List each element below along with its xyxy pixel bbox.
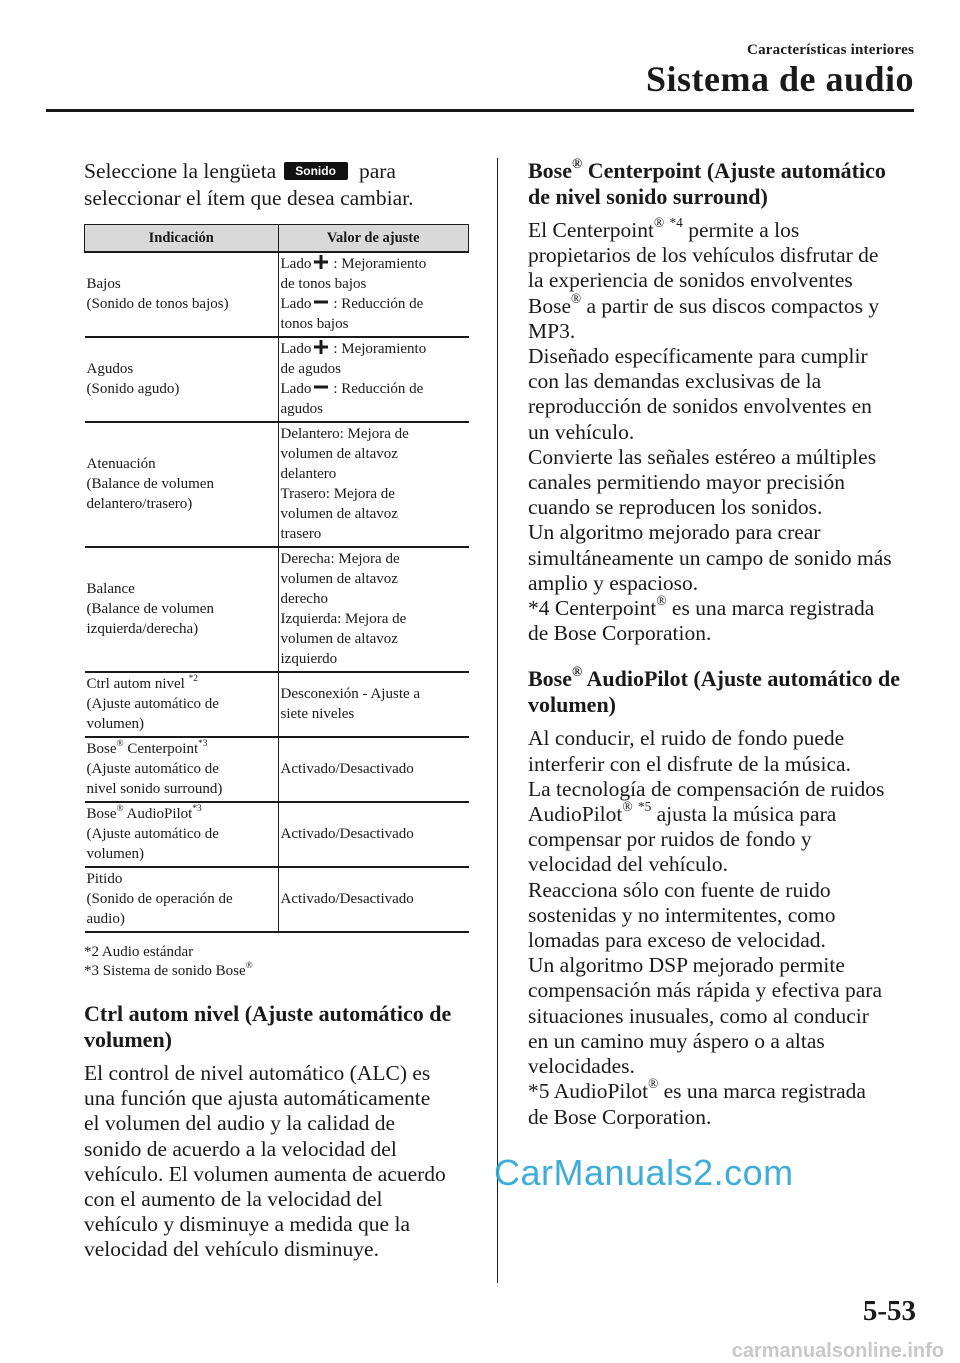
superscript-mark: ®: [654, 215, 665, 231]
text-segment: volumen): [528, 692, 616, 718]
minus-icon: [314, 295, 328, 309]
superscript-mark: ®: [656, 593, 667, 609]
indicacion-line: (Balance de volumen: [86, 476, 214, 492]
page-number: 5-53: [862, 1295, 916, 1327]
header-subtitle: Características interiores: [747, 42, 914, 58]
valor-line: [281, 609, 466, 629]
indicacion-text: Bose: [86, 741, 117, 757]
text-segment: Centerpoint (Ajuste automático: [582, 158, 886, 183]
text-segment: lomadas para exceso de velocidad.: [528, 928, 826, 953]
valor-text: Izquierda: Mejora de: [280, 611, 407, 627]
valor-text: delantero: [280, 466, 337, 482]
text-segment: Un algoritmo mejorado para crear: [528, 520, 821, 545]
valor-line: [281, 254, 466, 274]
valor-text: Activado/Desactivado: [280, 761, 414, 777]
centerpoint-heading: [528, 155, 920, 210]
paragraph-line: [528, 215, 920, 243]
table-row: [85, 802, 469, 867]
valor-cell: [278, 737, 469, 802]
valor-line: [281, 484, 466, 504]
paragraph-line: [528, 852, 920, 877]
text-segment: canales permitiendo mayor precisión: [528, 470, 846, 495]
text-segment: la experiencia de sonidos envolventes: [528, 268, 853, 293]
paragraph-line: [528, 319, 920, 344]
superscript-mark: ®: [572, 155, 583, 171]
valor-line: [281, 589, 466, 609]
indicacion-line: [87, 674, 275, 694]
paragraph-line: sonido de acuerdo a la velocidad del: [84, 1136, 397, 1161]
valor-text: Lado: [280, 341, 312, 357]
column-divider: [497, 158, 498, 1283]
indicacion-line: (Balance de volumen: [86, 601, 214, 617]
intro-text: [84, 158, 470, 212]
valor-text: : Mejoramiento: [333, 341, 427, 357]
paragraph-line: [528, 903, 920, 928]
text-segment: Bose: [528, 666, 572, 692]
paragraph-line: vehículo. El volumen aumenta de acuerdo: [84, 1161, 446, 1186]
footnote-text: *2 Audio estándar: [84, 944, 194, 960]
indicacion-cell: [85, 252, 279, 337]
text-segment: simultáneamente un campo de sonido más: [528, 545, 892, 570]
indicacion-line: audio): [86, 911, 125, 927]
indicacion-cell: [85, 547, 279, 672]
paragraph-line: con el aumento de la velocidad del: [84, 1187, 383, 1212]
valor-text: derecho: [280, 591, 328, 607]
superscript-mark: ®: [116, 804, 124, 815]
paragraph-line: [528, 878, 920, 903]
text-segment: reproducción de sonidos envolventes en: [528, 394, 872, 419]
text-segment: con las demandas exclusivas de la: [528, 369, 822, 394]
indicacion-line: [87, 739, 275, 759]
text-segment: *5 AudioPilot: [528, 1079, 649, 1104]
paragraph-line: [528, 928, 920, 953]
table-row: [85, 867, 469, 932]
valor-cell: [278, 547, 469, 672]
text-segment: es una marca registrada: [666, 596, 875, 621]
text-segment: AudioPilot: [528, 802, 623, 827]
paragraph-line: [528, 1076, 920, 1104]
indicacion-line: volumen): [86, 846, 144, 862]
watermark-logo: CarManuals2.com: [494, 1152, 794, 1193]
text-segment: Convierte las señales estéreo a múltiples: [528, 444, 877, 469]
intro-line2: seleccionar el ítem que desea cambiar.: [84, 186, 414, 210]
text-segment: situaciones inusuales, como al conducir: [528, 1003, 869, 1028]
text-segment: compensación más rápida y efectiva para: [528, 978, 882, 1003]
valor-text: Lado: [280, 296, 312, 312]
valor-text: siete niveles: [280, 706, 355, 722]
text-segment: de Bose Corporation.: [528, 621, 712, 646]
paragraph-line: [528, 1004, 920, 1029]
indicacion-cell: [85, 867, 279, 932]
valor-text: Delantero: Mejora de: [280, 426, 409, 442]
valor-cell: [278, 867, 469, 932]
minus-icon: [314, 380, 328, 394]
indicacion-line: izquierda/derecha): [86, 621, 199, 637]
paragraph-line: [528, 726, 920, 751]
text-segment: Al conducir, el ruido de fondo puede: [528, 726, 845, 751]
heading-line: [528, 666, 920, 692]
paragraph-line: [528, 752, 920, 777]
page-title: Sistema de audio: [645, 59, 914, 99]
indicacion-line: Pitido: [86, 871, 123, 887]
alc-paragraph: [84, 1061, 470, 1263]
table-row: [85, 737, 469, 802]
text-segment: sostenidas y no intermitentes, como: [528, 902, 836, 927]
paragraph-line: [528, 571, 920, 596]
table-row: [85, 337, 469, 422]
valor-text: de agudos: [280, 361, 341, 377]
text-segment: de nivel sonido surround): [528, 184, 768, 209]
valor-text: Desconexión - Ajuste a: [280, 686, 421, 702]
table-header-indicacion: Indicación: [85, 225, 279, 253]
valor-line: [281, 649, 466, 669]
paragraph-line: el volumen del audio y la calidad de: [84, 1111, 396, 1136]
valor-cell: [278, 252, 469, 337]
valor-line: [281, 889, 466, 909]
footnote-text: *3 Sistema de sonido Bose: [84, 963, 246, 979]
indicacion-line: volumen): [86, 716, 144, 732]
indicacion-line: (Ajuste automático de: [86, 696, 219, 712]
paragraph-line: [528, 369, 920, 394]
valor-text: tonos bajos: [280, 316, 349, 332]
plus-icon: [314, 255, 328, 269]
valor-cell: [278, 422, 469, 547]
valor-text: volumen de altavoz: [280, 446, 398, 462]
table-row: [85, 547, 469, 672]
audiopilot-paragraph: [528, 726, 920, 1129]
paragraph-line: [528, 344, 920, 369]
valor-text: izquierdo: [280, 651, 338, 667]
valor-line: [281, 824, 466, 844]
sonido-tab-badge: Sonido: [284, 162, 348, 180]
valor-text: : Reducción de: [333, 296, 424, 312]
indicacion-text: Ctrl autom nivel: [86, 676, 189, 692]
indicacion-line: delantero/trasero): [86, 496, 193, 512]
paragraph-line: vehículo y disminuye a medida que la: [84, 1212, 410, 1237]
table-row: [85, 422, 469, 547]
superscript-mark: *2: [188, 674, 198, 685]
text-segment: cuando se reproducen los sonidos.: [528, 495, 823, 520]
indicacion-line: (Ajuste automático de: [86, 826, 219, 842]
paragraph-line: [528, 1105, 920, 1130]
valor-line: [281, 294, 466, 314]
table-header-valor: Valor de ajuste: [278, 225, 469, 253]
text-segment: Diseñado específicamente para cumplir: [528, 344, 868, 369]
valor-cell: [278, 337, 469, 422]
valor-line: [281, 359, 466, 379]
superscript-mark: ®: [571, 290, 582, 306]
text-segment: de Bose Corporation.: [528, 1104, 712, 1129]
indicacion-text: AudioPilot: [123, 806, 193, 822]
footnotes: [84, 943, 470, 981]
paragraph-line: [528, 243, 920, 268]
indicacion-line: (Sonido de tonos bajos): [86, 296, 229, 312]
paragraph-line: [528, 799, 920, 827]
text-segment: Bose: [528, 158, 572, 183]
right-column: [528, 155, 920, 1130]
superscript-mark: *4: [669, 215, 683, 231]
paragraph-line: [528, 420, 920, 445]
text-segment: a partir de sus discos compactos y: [581, 293, 880, 318]
text-segment: velocidad del vehículo.: [528, 852, 728, 877]
indicacion-cell: [85, 802, 279, 867]
valor-line: [281, 274, 466, 294]
paragraph-line: [528, 546, 920, 571]
table-row: [85, 252, 469, 337]
text-segment: interferir con el disfrute de la música.: [528, 751, 851, 776]
text-segment: velocidades.: [528, 1054, 635, 1079]
valor-text: : Reducción de: [333, 381, 424, 397]
indicacion-line: Bajos: [86, 276, 121, 292]
superscript-mark: ®: [622, 799, 633, 815]
indicacion-line: (Sonido agudo): [86, 381, 180, 397]
text-segment: *4 Centerpoint: [528, 596, 657, 621]
heading-line: [528, 184, 920, 210]
intro-after: para: [358, 159, 396, 183]
superscript-mark: *5: [637, 799, 652, 815]
valor-line: [281, 549, 466, 569]
valor-line: [281, 464, 466, 484]
table-row: [85, 672, 469, 737]
indicacion-line: Atenuación: [86, 456, 156, 472]
valor-line: [281, 444, 466, 464]
text-segment: compensar por ruidos de fondo y: [528, 827, 812, 852]
audiopilot-heading: [528, 666, 920, 718]
valor-line: [281, 569, 466, 589]
text-segment: La tecnología de compensación de ruidos: [528, 776, 885, 801]
indicacion-line: Balance: [86, 581, 135, 597]
indicacion-line: (Sonido de operación de: [86, 891, 233, 907]
alc-heading: Ctrl autom nivel (Ajuste automático de volumen): [84, 1001, 452, 1052]
intro-before: Seleccione la lengüeta: [84, 159, 277, 183]
paragraph-line: [528, 1054, 920, 1079]
text-segment: Bose: [528, 293, 571, 318]
text-segment: amplio y espacioso.: [528, 570, 699, 595]
text-segment: es una marca registrada: [658, 1079, 866, 1104]
paragraph-line: [528, 978, 920, 1003]
paragraph-line: una función que ajusta automáticamente: [84, 1086, 431, 1111]
text-segment: El Centerpoint: [528, 218, 654, 242]
valor-line: [281, 759, 466, 779]
settings-table: [84, 224, 469, 933]
paragraph-line: El control de nivel automático (ALC) es: [84, 1061, 431, 1085]
valor-line: [281, 504, 466, 524]
paragraph-line: [528, 777, 920, 802]
indicacion-cell: [85, 337, 279, 422]
paragraph-line: [528, 520, 920, 545]
indicacion-line: [87, 804, 275, 824]
paragraph-line: [528, 827, 920, 852]
valor-cell: [278, 802, 469, 867]
text-segment: Reacciona sólo con fuente de ruido: [528, 877, 831, 902]
heading-line: [528, 155, 920, 184]
footnote-line: [84, 943, 470, 962]
text-segment: MP3.: [528, 318, 576, 343]
site-watermark: carmanualsonline.info: [731, 1340, 944, 1362]
left-column: [84, 158, 470, 1263]
paragraph-line: [528, 290, 920, 319]
text-segment: permite a los: [682, 218, 800, 242]
plus-icon: [314, 340, 328, 354]
indicacion-text: Centerpoint: [123, 741, 199, 757]
footnote-ref: *3: [192, 804, 202, 815]
valor-line: [281, 379, 466, 399]
text-segment: un vehículo.: [528, 419, 635, 444]
paragraph-line: [528, 593, 920, 621]
paragraph-line: [528, 394, 920, 419]
indicacion-text: Bose: [86, 806, 117, 822]
superscript-mark: ®: [116, 739, 124, 750]
indicacion-line: Agudos: [86, 361, 134, 377]
valor-line: [281, 684, 466, 704]
valor-text: Lado: [280, 381, 312, 397]
text-segment: ajusta la música para: [651, 802, 837, 827]
superscript-mark: ®: [572, 664, 583, 680]
valor-text: : Mejoramiento: [333, 256, 427, 272]
text-segment: propietarios de los vehículos disfrutar de: [528, 243, 879, 268]
superscript-mark: ®: [245, 961, 253, 972]
text-segment: en un camino muy áspero o a altas: [528, 1028, 825, 1053]
superscript-mark: ®: [648, 1076, 659, 1092]
valor-text: agudos: [280, 401, 323, 417]
valor-line: [281, 704, 466, 724]
valor-text: volumen de altavoz: [280, 506, 398, 522]
paragraph-line: [528, 495, 920, 520]
indicacion-cell: [85, 737, 279, 802]
footnote-line: [84, 962, 470, 981]
indicacion-line: nivel sonido surround): [86, 781, 223, 797]
valor-text: trasero: [280, 526, 322, 542]
valor-text: Derecha: Mejora de: [280, 551, 400, 567]
valor-text: de tonos bajos: [280, 276, 367, 292]
paragraph-line: [528, 621, 920, 646]
valor-cell: [278, 672, 469, 737]
paragraph-line: [528, 445, 920, 470]
valor-text: volumen de altavoz: [280, 571, 398, 587]
valor-text: Activado/Desactivado: [280, 826, 414, 842]
heading-line: [528, 692, 920, 718]
valor-text: volumen de altavoz: [280, 631, 398, 647]
valor-text: Activado/Desactivado: [280, 891, 414, 907]
valor-line: [281, 339, 466, 359]
indicacion-cell: [85, 422, 279, 547]
valor-line: [281, 314, 466, 334]
valor-line: [281, 629, 466, 649]
footnote-ref: *3: [198, 739, 208, 750]
paragraph-line: [528, 1029, 920, 1054]
paragraph-line: [528, 268, 920, 293]
valor-text: Lado: [280, 256, 312, 272]
paragraph-line: velocidad del vehículo disminuye.: [84, 1237, 379, 1262]
table-header-row: [85, 225, 469, 253]
centerpoint-paragraph: [528, 215, 920, 646]
valor-line: [281, 424, 466, 444]
text-segment: Un algoritmo DSP mejorado permite: [528, 953, 845, 978]
valor-line: [281, 524, 466, 544]
indicacion-line: (Ajuste automático de: [86, 761, 219, 777]
indicacion-cell: [85, 672, 279, 737]
paragraph-line: [528, 953, 920, 978]
valor-text: Trasero: Mejora de: [280, 486, 395, 502]
text-segment: AudioPilot (Ajuste automático de: [582, 666, 900, 692]
table-body: [85, 252, 469, 932]
header-rule: [46, 109, 914, 112]
paragraph-line: [528, 470, 920, 495]
valor-line: [281, 399, 466, 419]
